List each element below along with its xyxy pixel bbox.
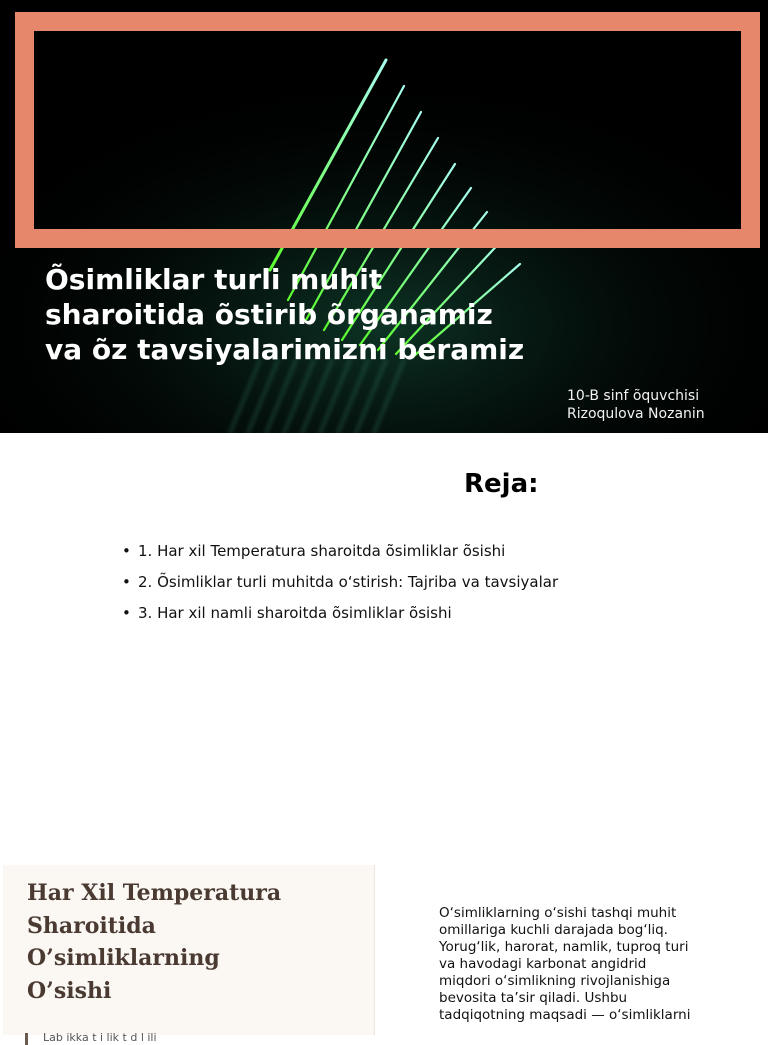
- plan-list: [122, 539, 558, 632]
- section-title: [27, 877, 357, 1007]
- author-name: Rizoqulova Nozanin: [567, 406, 705, 422]
- section-title-line: O’simliklarning: [27, 945, 220, 971]
- body-line: bevosita ta’sir qiladi. Ushbu: [439, 990, 628, 1006]
- author-class: 10-B sinf õquvchisi: [567, 388, 700, 404]
- title-panel: [3, 865, 375, 1044]
- title-line: va õz tavsiyalarimizni beramiz: [45, 333, 525, 366]
- cut-off-subtitle: Lab ikka t i lik t d l ili: [43, 1031, 157, 1044]
- body-line: Yorug‘lik, harorat, namlik, tuproq turi: [439, 939, 689, 955]
- plan-item: • 2. Õsimliklar turli muhitda o‘stirish: Tajriba va tavsiyalar: [122, 570, 558, 601]
- body-line: tadqiqotning maqsadi — o‘simliklarni: [439, 1007, 691, 1023]
- orange-frame: [15, 12, 760, 248]
- body-text: [439, 905, 729, 1024]
- bullet-icon: •: [122, 604, 131, 622]
- bullet-icon: •: [122, 542, 131, 560]
- body-line: va havodagi karbonat angidrid: [439, 956, 647, 972]
- section-title-line: Sharoitida: [27, 912, 156, 939]
- plan-item: • 1. Har xil Temperatura sharoitda õsimliklar õsishi: [122, 539, 558, 570]
- author-block: [567, 387, 705, 423]
- title-line: Õsimliklar turli muhit: [45, 263, 383, 296]
- body-line: omillariga kuchli darajada bog‘liq.: [439, 922, 668, 938]
- body-line: miqdori o‘simlikning rivojlanishiga: [439, 973, 671, 989]
- title-line: sharoitida õstirib õrganamiz: [45, 298, 493, 331]
- bullet-icon: •: [122, 573, 131, 591]
- plan-slide: [0, 433, 768, 853]
- content-slide: [0, 853, 768, 1044]
- plan-item: • 3. Har xil namli sharoitda õsimliklar õsishi: [122, 601, 558, 632]
- quote-bar: [25, 1033, 28, 1045]
- body-line: O‘simliklarning o‘sishi tashqi muhit: [439, 905, 677, 921]
- title-slide: [0, 0, 768, 433]
- presentation-title: [45, 262, 685, 367]
- section-title-line: O’sishi: [27, 977, 112, 1004]
- section-title-line: Har Xil Temperatura: [27, 880, 282, 906]
- plan-heading: Reja:: [464, 469, 539, 499]
